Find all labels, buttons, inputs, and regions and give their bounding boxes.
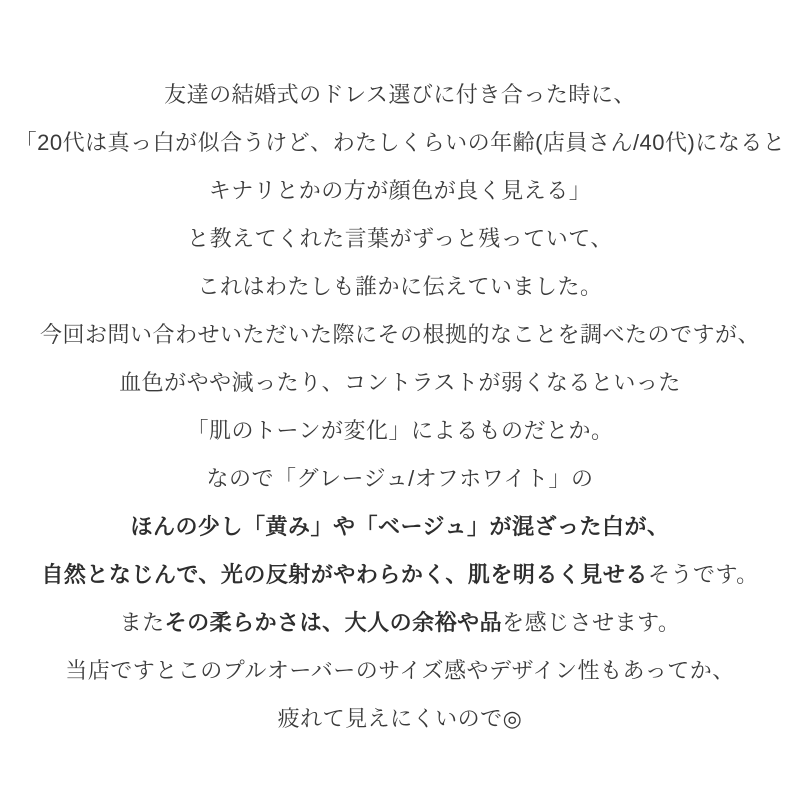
text-line-08: 「肌のトーンが変化」によるものだとか。 [186,418,614,443]
text-line-03: キナリとかの方が顔色が良く見える」 [208,178,592,203]
text-line-14: 疲れて見えにくいので◎ [277,706,523,731]
text-line-12 [0,599,800,647]
text-line-09: なので「グレージュ/オフホワイト」の [206,466,594,491]
text-line-11-emphasis: 自然となじんで、光の反射がやわらかく、肌を明るく見せる [41,562,648,587]
text-line-06: 今回お問い合わせいただいた際にその根拠的なことを調べたのですが、 [39,322,760,347]
text-line-02: 「20代は真っ白が似合うけど、わたしくらいの年齢(店員さん/40代)になると [14,130,786,155]
text-line-12-regular-end: を感じさせます。 [502,610,681,635]
text-line-07: 血色がやや減ったり、コントラストが弱くなるといった [119,370,681,395]
text-line-12-emphasis: その柔らかさは、大人の余裕や品 [164,610,503,635]
text-line-10-emphasis: ほんの少し「黄み」や「ベージュ」が混ざった白が、 [130,514,670,539]
text-line-04: と教えてくれた言葉がずっと残っていて、 [187,226,613,251]
text-line-13: 当店ですとこのプルオーバーのサイズ感やデザイン性もあってか、 [65,658,735,683]
description-text [0,71,800,743]
text-line-05: これはわたしも誰かに伝えていました。 [197,274,603,299]
text-line-12-regular-start: また [119,610,165,635]
text-line-11 [0,551,800,599]
text-line-01: 友達の結婚式のドレス選びに付き合った時に、 [164,82,636,107]
text-line-10 [0,503,800,551]
text-line-11-regular: そうです。 [647,562,759,587]
